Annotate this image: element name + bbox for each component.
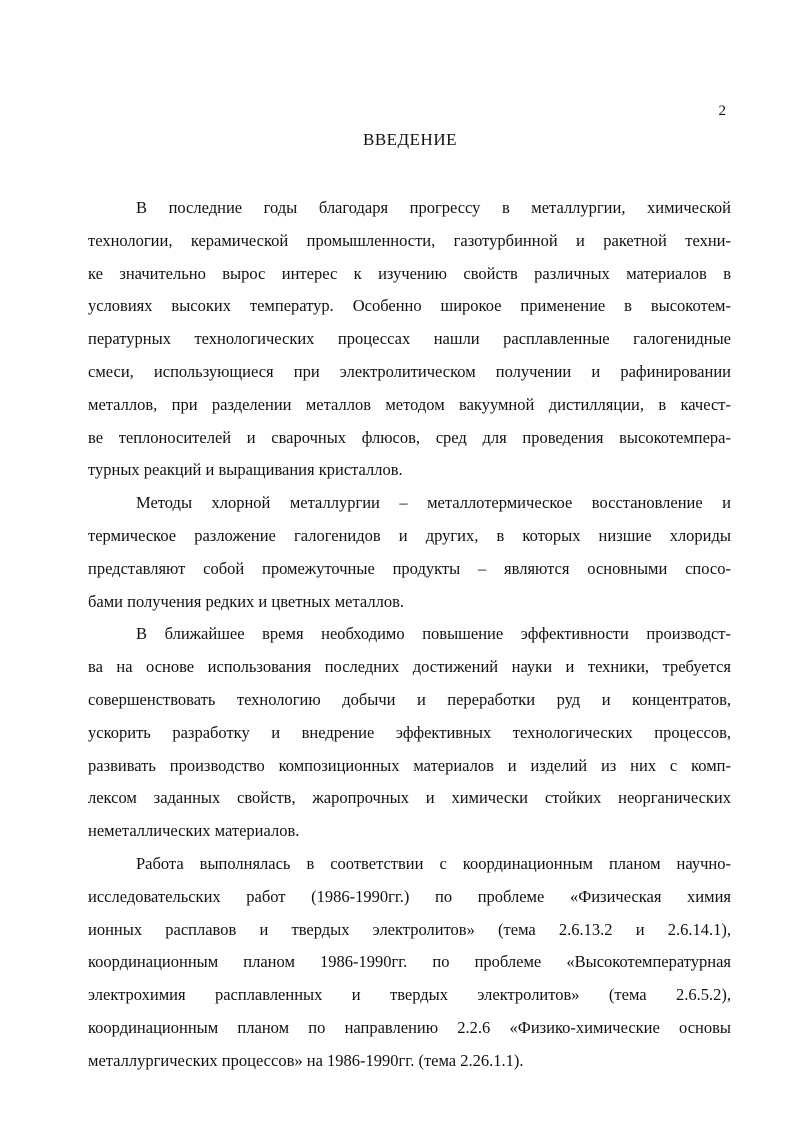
page-number: 2 xyxy=(718,103,726,119)
text-line: металлов, при разделении металлов методом вакуумной дистилляции, в качест- xyxy=(88,394,731,414)
text-line: ускорить разработку и внедрение эффективных технологических процессов, xyxy=(88,722,731,742)
text-line: В ближайшее время необходимо повышение эффективности производст- xyxy=(136,624,731,644)
text-line: ва на основе использования последних достижений науки и техники, требуется xyxy=(88,657,731,677)
text-line: технологии, керамической промышленности, газотурбинной и ракетной техни- xyxy=(88,230,731,250)
text-line: координационным планом 1986-1990гг. по проблеме «Высокотемпературная xyxy=(88,952,731,972)
text-line: термическое разложение галогенидов и других, в которых низшие хлориды xyxy=(88,525,731,545)
text-line: пературных технологических процессах нашли расплавленные галогенидные xyxy=(88,329,731,349)
text-line: условиях высоких температур. Особенно широкое применение в высокотем- xyxy=(88,296,731,316)
text-line: ве теплоносителей и сварочных флюсов, сред для проведения высокотемпера- xyxy=(88,427,731,447)
text-line: координационным планом по направлению 2.2.6 «Физико-химические основы xyxy=(88,1017,731,1037)
document-body xyxy=(88,192,731,1078)
text-line: В последние годы благодаря прогрессу в металлургии, химической xyxy=(136,198,731,217)
text-line: Работа выполнялась в соответствии с координационным планом научно- xyxy=(136,853,731,873)
text-line: металлургических процессов» на 1986-1990гг. (тема 2.26.1.1). xyxy=(88,1050,524,1070)
text-line: Методы хлорной металлургии – металлотермическое восстановление и xyxy=(136,493,731,513)
paragraph xyxy=(88,192,731,487)
text-line: турных реакций и выращивания кристаллов. xyxy=(88,460,403,480)
text-line: лексом заданных свойств, жаропрочных и химически стойких неорганических xyxy=(88,788,731,808)
text-line: представляют собой промежуточные продукты – являются основными спосо- xyxy=(88,558,731,578)
section-title: ВВЕДЕНИЕ xyxy=(363,130,457,149)
paragraph xyxy=(88,487,731,618)
text-line: развивать производство композиционных материалов и изделий из них с комп- xyxy=(88,755,731,775)
paragraph xyxy=(88,618,731,848)
text-line: ке значительно вырос интерес к изучению свойств различных материалов в xyxy=(88,263,731,283)
text-line: совершенствовать технологию добычи и переработки руд и концентратов, xyxy=(88,689,731,709)
text-line: электрохимия расплавленных и твердых электролитов» (тема 2.6.5.2), xyxy=(88,985,731,1005)
text-line: ионных расплавов и твердых электролитов» (тема 2.6.13.2 и 2.6.14.1), xyxy=(88,919,731,939)
text-line: исследовательских работ (1986-1990гг.) по проблеме «Физическая химия xyxy=(88,886,731,906)
text-line: бами получения редких и цветных металлов. xyxy=(88,591,405,611)
paragraph xyxy=(88,848,731,1078)
text-line: неметаллических материалов. xyxy=(88,821,300,841)
text-line: смеси, использующиеся при электролитическом получении и рафинировании xyxy=(88,361,731,381)
